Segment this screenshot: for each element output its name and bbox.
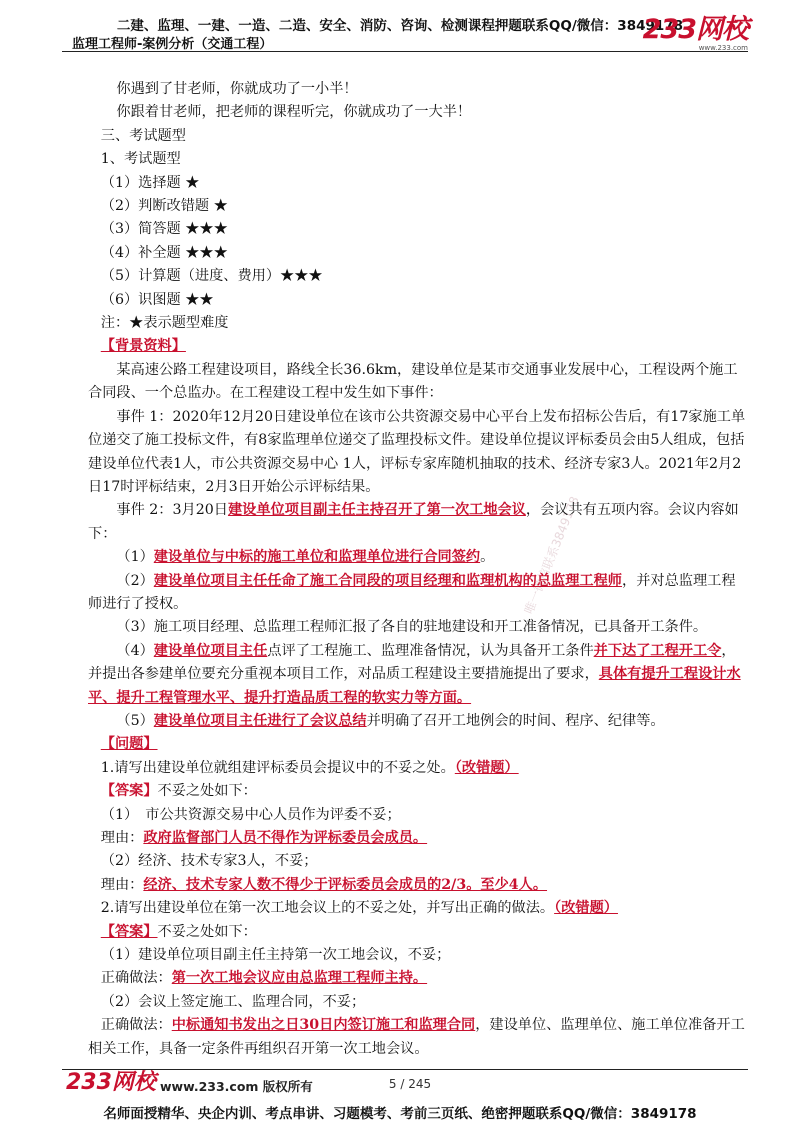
subsection-heading: 1、考试题型 <box>100 151 181 168</box>
answer-1-item-2: （2）经济、技术专家3人，不妥； <box>100 853 318 870</box>
highlight: 中标通知书发出之日30日内签订施工和监理合同 <box>171 1017 476 1034</box>
question-type-label: （改错题） <box>454 759 519 776</box>
answer-tag: 【答案】 <box>100 783 158 800</box>
answer-1-item-1: （1） 市公共资源交易中心人员作为评委不妥； <box>100 806 401 823</box>
answer-2-correct-2: 正确做法：中标通知书发出之日30日内签订施工和监理合同，建设单位、监理单位、施工单位准备开工相关工作，具备一定条件再组织召开第一次工地会议。 <box>88 1017 745 1057</box>
meeting-item-1: （1）建设单位与中标的施工单位和监理单位进行合同签约。 <box>116 549 495 566</box>
highlight: 第一次工地会议应由总监理工程师主持。 <box>171 970 428 987</box>
highlight: 建设单位项目主任任命了施工合同段的项目经理和监理机构的总监理工程师 <box>153 572 622 589</box>
question-type-item: （1）选择题 ★ <box>100 174 200 191</box>
section-heading: 三、考试题型 <box>100 127 186 144</box>
footer-promo-line: 名师面授精华、央企内训、考点串讲、习题模考、考前三页纸、绝密押题联系QQ/微信：3849178 <box>103 1106 697 1122</box>
background-text: 某高速公路工程建设项目，路线全长36.6km，建设单位是某市交通事业发展中心，工程设两个施工合同段、一个总监办。在工程建设工程中发生如下事件： <box>88 361 738 402</box>
difficulty-note: 注：★表示题型难度 <box>100 315 229 332</box>
answer-tag: 【答案】 <box>100 923 158 940</box>
paragraph-intro-1: 你遇到了甘老师，你就成功了一小半！ <box>116 81 358 97</box>
question-tag: 【问题】 <box>100 736 158 753</box>
brand-logo-url: www.233.com <box>698 44 748 52</box>
header-promo-line: 二建、监理、一建、一造、二造、安全、消防、咨询、检测课程押题联系QQ/微信：3849178 <box>116 18 684 34</box>
meeting-item-2: （2）建设单位项目主任任命了施工合同段的项目经理和监理机构的总监理工程师，并对总监理工程师进行了授权。 <box>88 572 736 612</box>
footer-divider <box>62 1069 748 1070</box>
question-2: 2.请写出建设单位在第一次工地会议上的不妥之处，并写出正确的做法。（改错题） <box>100 900 618 917</box>
highlight: 经济、技术专家人数不得少于评标委员会成员的2/3。至少4人。 <box>143 876 548 893</box>
highlight: 建设单位项目副主任主持召开了第一次工地会议 <box>227 502 526 519</box>
meeting-item-4: （4）建设单位项目主任点评了工程施工、监理准备情况，认为具备开工条件并下达了工程开工令，并提出各参建单位要充分重视本项目工作，对品质工程建设主要措施提出了要求，具体有提升工程设计水平、提升工程管理水平、提升打造品质工程的软实力等方面。 <box>88 642 741 706</box>
answer-2-correct-1: 正确做法：第一次工地会议应由总监理工程师主持。 <box>100 970 428 987</box>
header-divider <box>62 51 748 52</box>
question-type-item: （6）识图题 ★★ <box>100 291 214 308</box>
answer-2-item-2: （2）会议上签定施工、监理合同，不妥； <box>100 993 366 1010</box>
page-content <box>88 78 748 1061</box>
meeting-item-3: （3）施工项目经理、总监理工程师汇报了各自的驻地建设和开工准备情况，已具备开工条件。 <box>116 619 708 636</box>
event-1-text: 事件 1：2020年12月20日建设单位在该市公共资源交易中心平台上发布招标公告后，有17家施工单位递交了施工投标文件，有8家监理单位递交了监理投标文件。建设单位提议评标委员会由5人组成，包括建设单位代表1人，市公共资源交易中心 1人，评标专家库随机抽取的技术、经济专家3人。2021年2月2日17时评标结束，2月3日开始公示评标结果。 <box>88 408 746 495</box>
question-type-item: （3）简答题 ★★★ <box>100 221 228 238</box>
answer-1-reason-2: 理由：经济、技术专家人数不得少于评标委员会成员的2/3。至少4人。 <box>100 876 548 893</box>
page-number: 5 / 245 <box>388 1077 432 1091</box>
highlight: 具体有提升工程设计水平、提升工程管理水平、提升打造品质工程的软实力等方面。 <box>88 666 741 706</box>
question-1: 1.请写出建设单位就组建评标委员会提议中的不妥之处。（改错题） <box>100 759 519 776</box>
paragraph-intro-2: 你跟着甘老师，把老师的课程听完，你就成功了一大半！ <box>116 104 472 121</box>
brand-logo[interactable] <box>643 16 748 52</box>
event-2-text: 事件 2：3月20日建设单位项目副主任主持召开了第一次工地会议，会议共有五项内容。会议内容如下： <box>88 502 739 542</box>
highlight: 政府监督部门人员不得作为评标委员会成员。 <box>143 830 428 846</box>
highlight: 并下达了工程开工令 <box>593 642 722 659</box>
footer-copyright: www.233.com 版权所有 <box>160 1079 313 1094</box>
question-type-item: （5）计算题（进度、费用）★★★ <box>100 268 323 285</box>
question-type-item: （2）判断改错题 ★ <box>100 198 228 215</box>
brand-logo-text: 233网校 <box>642 14 748 45</box>
question-type-item: （4）补全题 ★★★ <box>100 244 228 261</box>
footer-logo[interactable]: 233网校 <box>66 1070 156 1095</box>
answer-1-lead: 【答案】不妥之处如下： <box>100 783 257 800</box>
highlight: 建设单位项目主任进行了会议总结 <box>153 712 367 729</box>
answer-2-lead: 【答案】不妥之处如下： <box>100 923 257 940</box>
meeting-item-5: （5）建设单位项目主任进行了会议总结并明确了召开工地例会的时间、程序、纪律等。 <box>116 712 665 729</box>
background-tag: 【背景资料】 <box>100 338 186 355</box>
answer-2-item-1: （1）建设单位项目副主任主持第一次工地会议，不妥； <box>100 947 451 964</box>
highlight: 建设单位项目主任 <box>153 642 268 659</box>
highlight: 建设单位与中标的施工单位和监理单位进行合同签约 <box>153 549 481 566</box>
watermark: 唯一微信联系3849178 <box>521 494 582 616</box>
question-type-label: （改错题） <box>554 900 618 917</box>
answer-1-reason-1: 理由：政府监督部门人员不得作为评标委员会成员。 <box>100 830 428 846</box>
header-doc-title: 监理工程师-案例分析（交通工程） <box>72 37 273 52</box>
